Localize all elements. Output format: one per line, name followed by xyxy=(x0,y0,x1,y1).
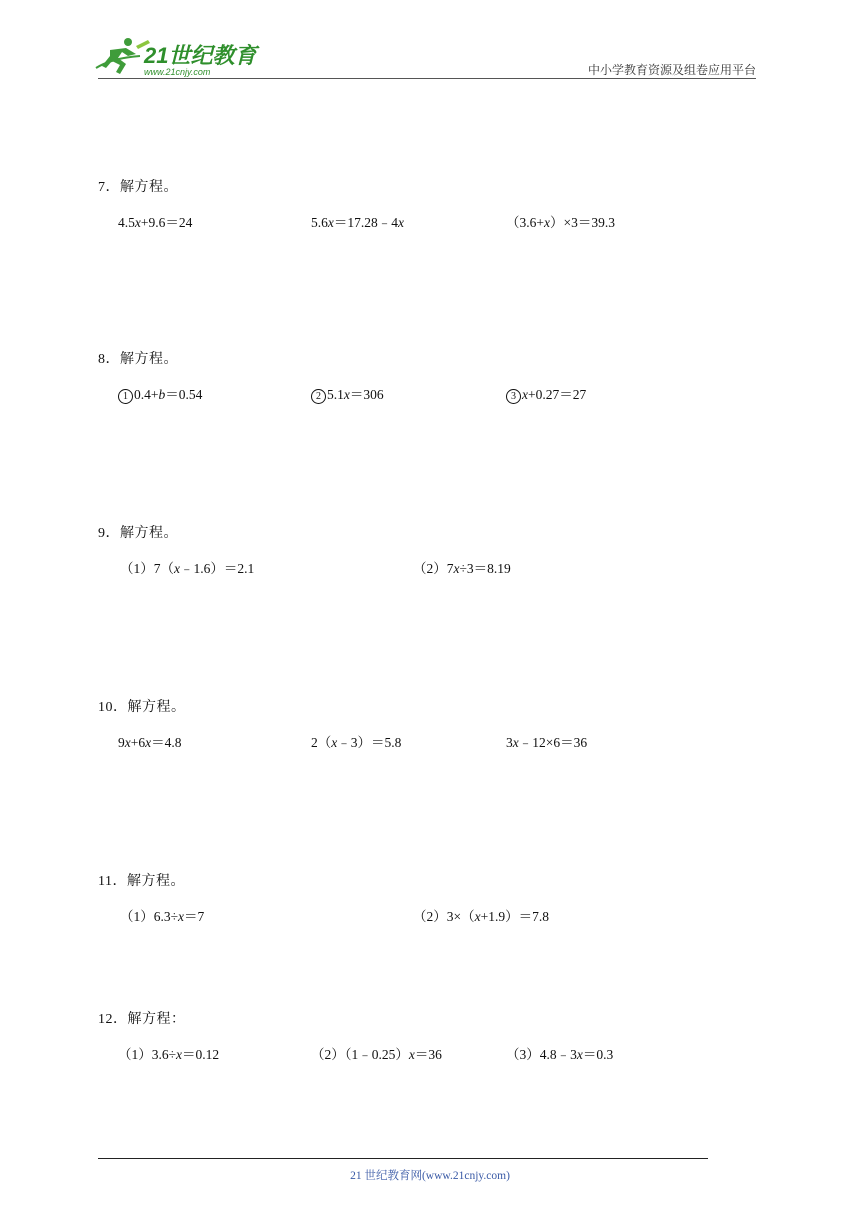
equation-variable: x xyxy=(134,215,141,230)
equation-text: 9 xyxy=(118,735,125,750)
equation-variable: x xyxy=(124,735,131,750)
problem-title xyxy=(98,1008,186,1028)
equation-text: +6 xyxy=(130,735,146,750)
problem-number: 9． xyxy=(98,526,120,541)
equation-text: （2）（1﹣0.25） xyxy=(311,1047,409,1062)
equation xyxy=(311,383,384,404)
circled-number: 3 xyxy=(506,389,521,404)
header-divider xyxy=(98,78,756,79)
problem-instruction: 解方程： xyxy=(127,1012,186,1027)
equation-variable: x xyxy=(398,215,404,230)
problem-title xyxy=(98,348,178,368)
equation-text: （2）7 xyxy=(413,561,454,576)
problem-number: 10． xyxy=(98,700,128,715)
equation-variable: x xyxy=(453,561,460,576)
equation-text: 5.6 xyxy=(311,215,328,230)
equation-text: ＝306 xyxy=(349,387,384,402)
equation-variable: x xyxy=(522,387,528,402)
equation xyxy=(413,557,511,577)
circled-number: 2 xyxy=(311,389,326,404)
equation-text: （3.6+ xyxy=(506,215,544,230)
equation xyxy=(118,211,192,231)
equation-variable: x xyxy=(474,909,481,924)
equation-text: ﹣12×6＝36 xyxy=(518,735,588,750)
problem-instruction: 解方程。 xyxy=(120,180,178,195)
equation-text: ＝7 xyxy=(184,909,205,924)
problem-title xyxy=(98,870,185,890)
equation xyxy=(311,211,404,231)
equation-variable: x xyxy=(176,1047,183,1062)
equation xyxy=(120,557,254,577)
equation-variable: x xyxy=(174,561,180,576)
equation xyxy=(506,211,615,231)
equation-text: ＝4.8 xyxy=(151,735,182,750)
equation-variable: x xyxy=(343,387,350,402)
equation-text: ＝17.28﹣4 xyxy=(333,215,398,230)
equation-variable: x xyxy=(512,735,519,750)
equation-variable: x xyxy=(576,1047,583,1062)
problem-number: 12． xyxy=(98,1012,128,1027)
equation-text: 4.5 xyxy=(118,215,135,230)
problem-number: 7． xyxy=(98,180,120,195)
running-man-logo-icon xyxy=(92,34,262,80)
equation xyxy=(118,731,182,751)
problem-instruction: 解方程。 xyxy=(120,526,178,541)
equation-text: （1）7（ xyxy=(120,561,174,576)
equation xyxy=(311,1043,442,1063)
problem-number: 8． xyxy=(98,352,120,367)
equation-text: 2（ xyxy=(311,735,332,750)
header-platform-text: 中小学教育资源及组卷应用平台 xyxy=(587,63,756,77)
problem-title xyxy=(98,176,178,196)
equation-variable: x xyxy=(544,215,550,230)
problem-title xyxy=(98,522,178,542)
equation-text: ＝0.12 xyxy=(182,1047,220,1062)
equation-variable: x xyxy=(327,215,334,230)
equation-text: +9.6＝24 xyxy=(140,215,193,230)
equation-variable: x xyxy=(145,735,152,750)
problem-instruction: 解方程。 xyxy=(126,874,185,889)
equation xyxy=(413,905,549,925)
equation-text: （1）6.3÷ xyxy=(120,909,179,924)
equation-text: 3 xyxy=(506,735,513,750)
equation-variable: x xyxy=(408,1047,415,1062)
equation xyxy=(506,731,587,751)
equation-variable: x xyxy=(331,735,338,750)
equation-text: ﹣1.6）＝2.1 xyxy=(180,561,255,576)
equation xyxy=(120,905,204,925)
equation xyxy=(506,1043,613,1063)
problem-title xyxy=(98,696,186,716)
equation-text: ＝0.54 xyxy=(165,387,203,402)
equation-variable: b xyxy=(158,387,166,402)
problem-instruction: 解方程。 xyxy=(127,700,186,715)
site-logo xyxy=(92,34,262,80)
equation-text: ＝36 xyxy=(414,1047,442,1062)
equation-text: ÷3＝8.19 xyxy=(459,561,511,576)
equation xyxy=(118,1043,219,1063)
equation-text: （2）3×（ xyxy=(413,909,475,924)
logo-url: www.21cnjy.com xyxy=(144,67,211,77)
equation-text: （3）4.8﹣3 xyxy=(506,1047,577,1062)
circled-number: 1 xyxy=(118,389,133,404)
equation-text: ＝0.3 xyxy=(582,1047,614,1062)
equation-text: 0.4+ xyxy=(134,387,159,402)
logo-text: 21世纪教育 xyxy=(144,43,257,68)
equation-text: （1）3.6÷ xyxy=(118,1047,177,1062)
equation-variable: x xyxy=(178,909,185,924)
problem-number: 11． xyxy=(98,874,127,889)
equation xyxy=(506,383,586,404)
equation xyxy=(311,731,401,751)
footer-divider xyxy=(98,1158,708,1159)
problem-instruction: 解方程。 xyxy=(120,352,178,367)
equation-text: 5.1 xyxy=(327,387,344,402)
equation-text: +0.27＝27 xyxy=(528,387,587,402)
equation xyxy=(118,383,202,404)
footer-source-text: 21 世纪教育网(www.21cnjy.com) xyxy=(350,1170,510,1182)
equation-text: ）×3＝39.3 xyxy=(550,215,615,230)
equation-text: ﹣3）＝5.8 xyxy=(337,735,402,750)
equation-text: +1.9）＝7.8 xyxy=(480,909,549,924)
